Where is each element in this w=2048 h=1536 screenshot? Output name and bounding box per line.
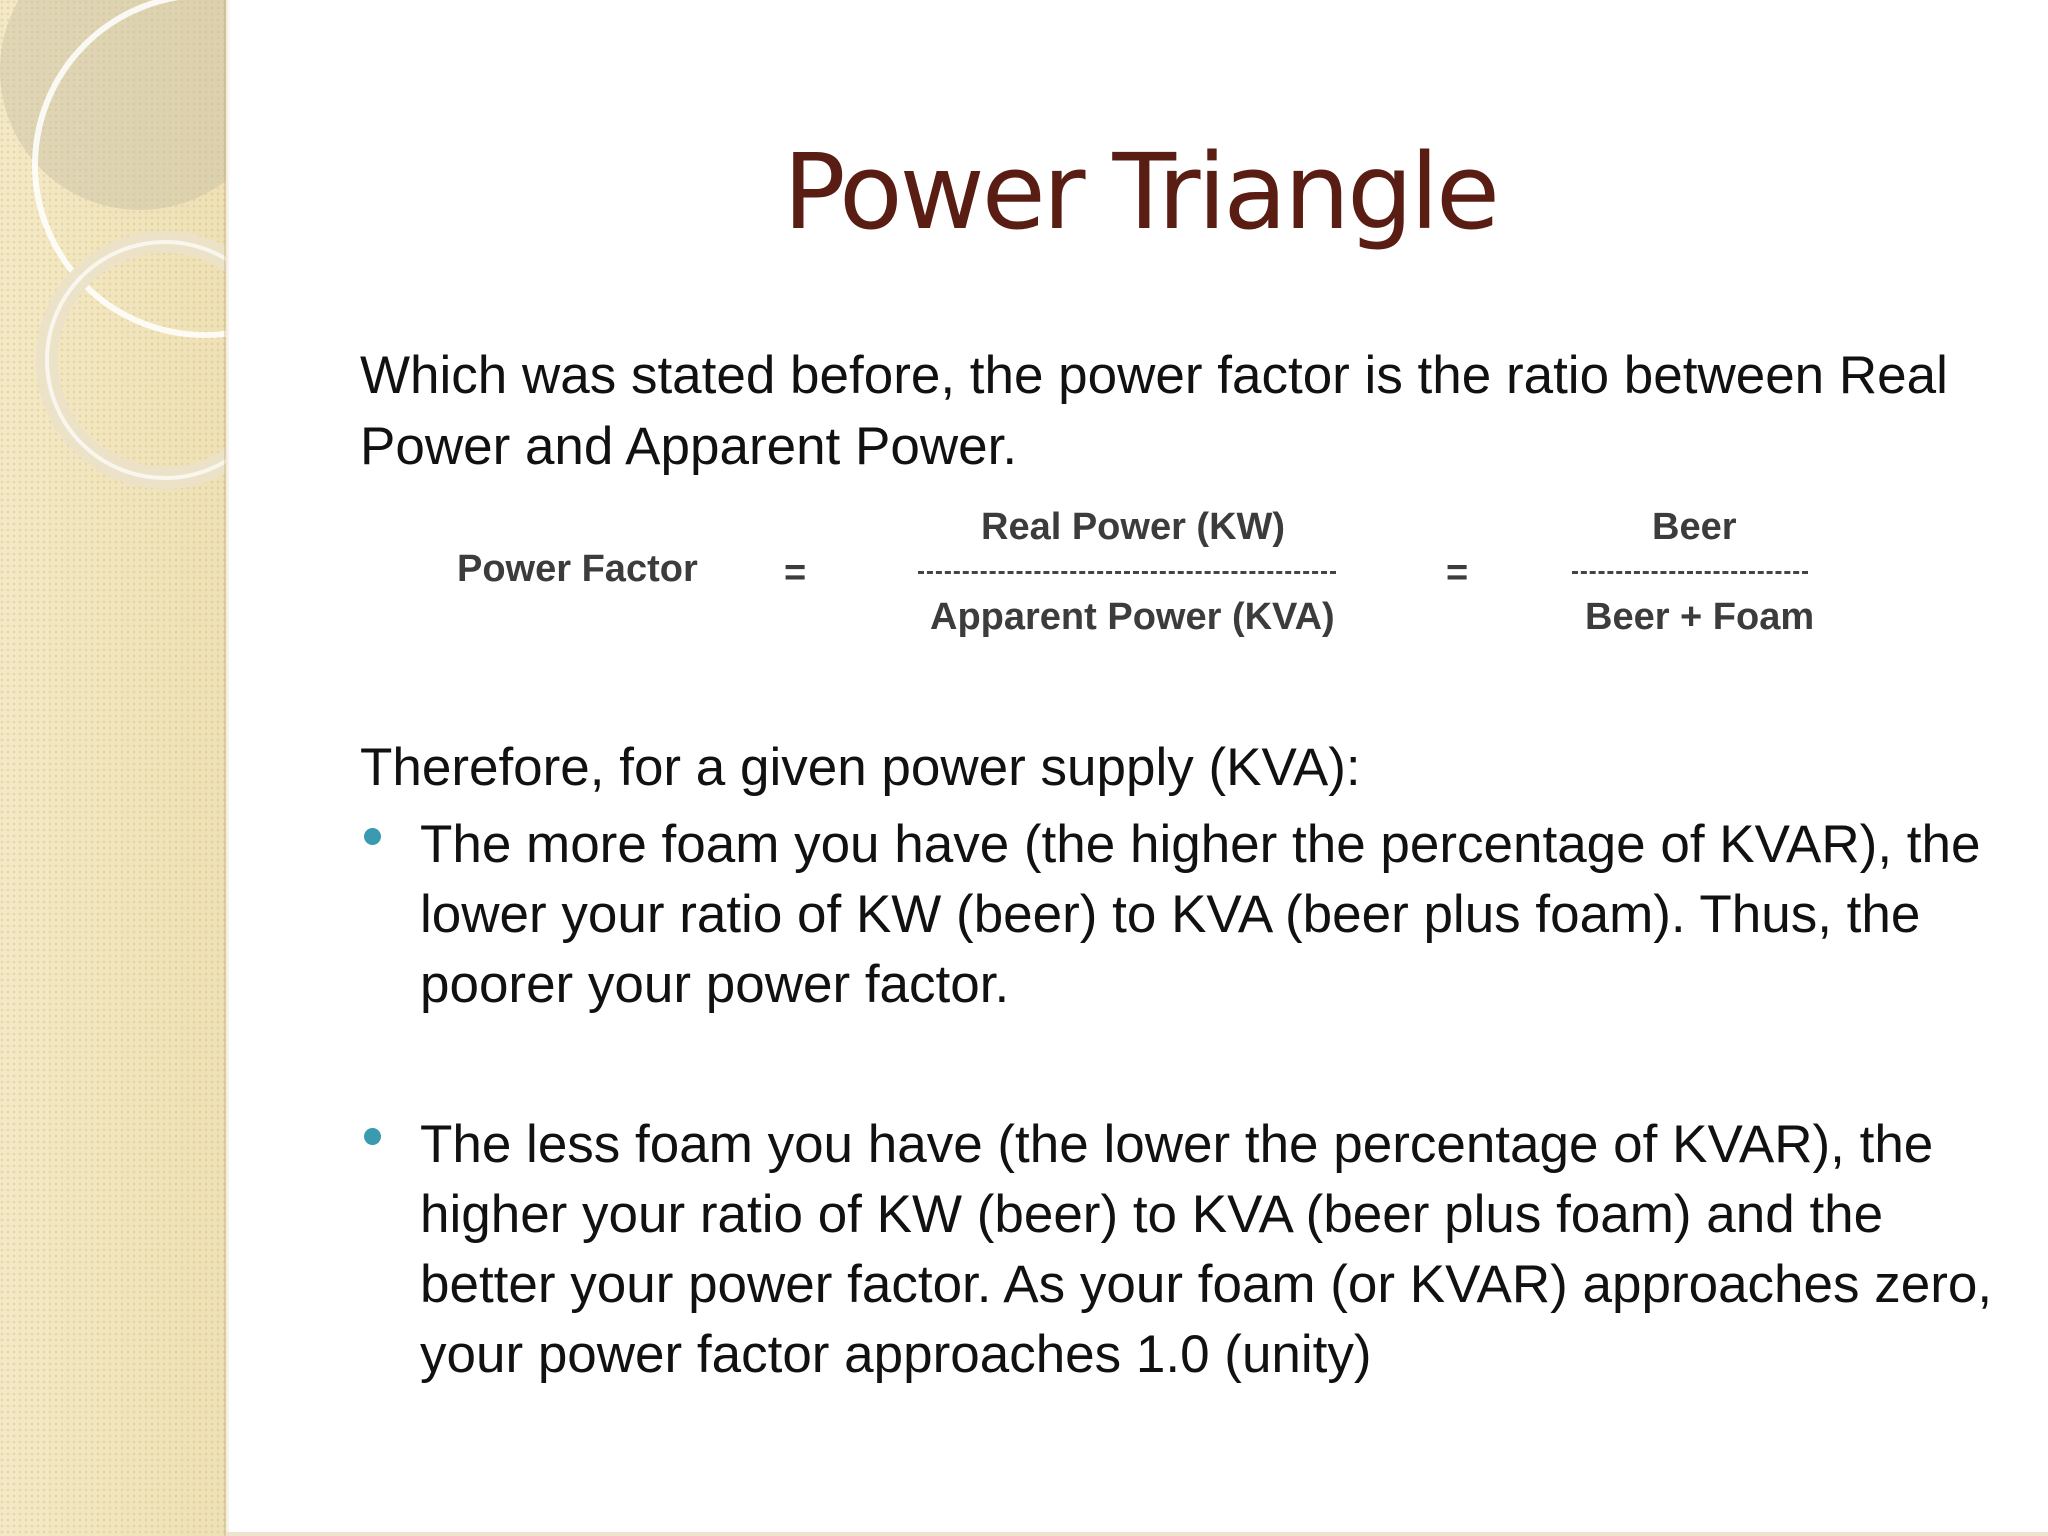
formula-lhs-label: Power Factor bbox=[457, 548, 698, 590]
formula-equals-1: = bbox=[784, 552, 807, 594]
decorative-sidebar bbox=[0, 0, 226, 1536]
formula-denominator-1: Apparent Power (KVA) bbox=[930, 596, 1335, 638]
therefore-line: Therefore, for a given power supply (KVA): bbox=[360, 738, 1361, 797]
formula-equals-2: = bbox=[1446, 552, 1469, 594]
formula-denominator-2: Beer + Foam bbox=[1585, 596, 1815, 638]
formula-numerator-2: Beer bbox=[1652, 506, 1737, 548]
sidebar-edge-shadow bbox=[224, 0, 230, 1536]
bottom-divider bbox=[226, 1532, 2048, 1536]
intro-paragraph: Which was stated before, the power factor is the ratio between Real Power and Apparent Power. bbox=[360, 346, 1948, 476]
list-item bbox=[360, 1110, 2000, 1390]
list-item bbox=[360, 810, 2000, 1020]
formula-numerator-1: Real Power (KW) bbox=[981, 506, 1286, 548]
bullet-text: The less foam you have (the lower the percentage of KVAR), the higher your ratio of KW (beer) to KVA (beer plus foam) and the better your power factor. As your foam (or KVAR) approaches zero, your power factor approaches 1.0 (unity) bbox=[420, 1115, 1993, 1384]
bullet-dot-icon bbox=[364, 828, 381, 845]
fraction-bar-2 bbox=[1572, 571, 1808, 574]
fraction-bar-1 bbox=[918, 571, 1336, 574]
bullet-dot-icon bbox=[364, 1128, 381, 1145]
bullet-list bbox=[360, 810, 2000, 1390]
slide-title: Power Triangle bbox=[783, 131, 1497, 253]
circle-ornament-icon bbox=[0, 0, 226, 520]
bullet-text: The more foam you have (the higher the percentage of KVAR), the lower your ratio of KW (beer) to KVA (beer plus foam). Thus, the poorer your power factor. bbox=[420, 815, 1981, 1014]
